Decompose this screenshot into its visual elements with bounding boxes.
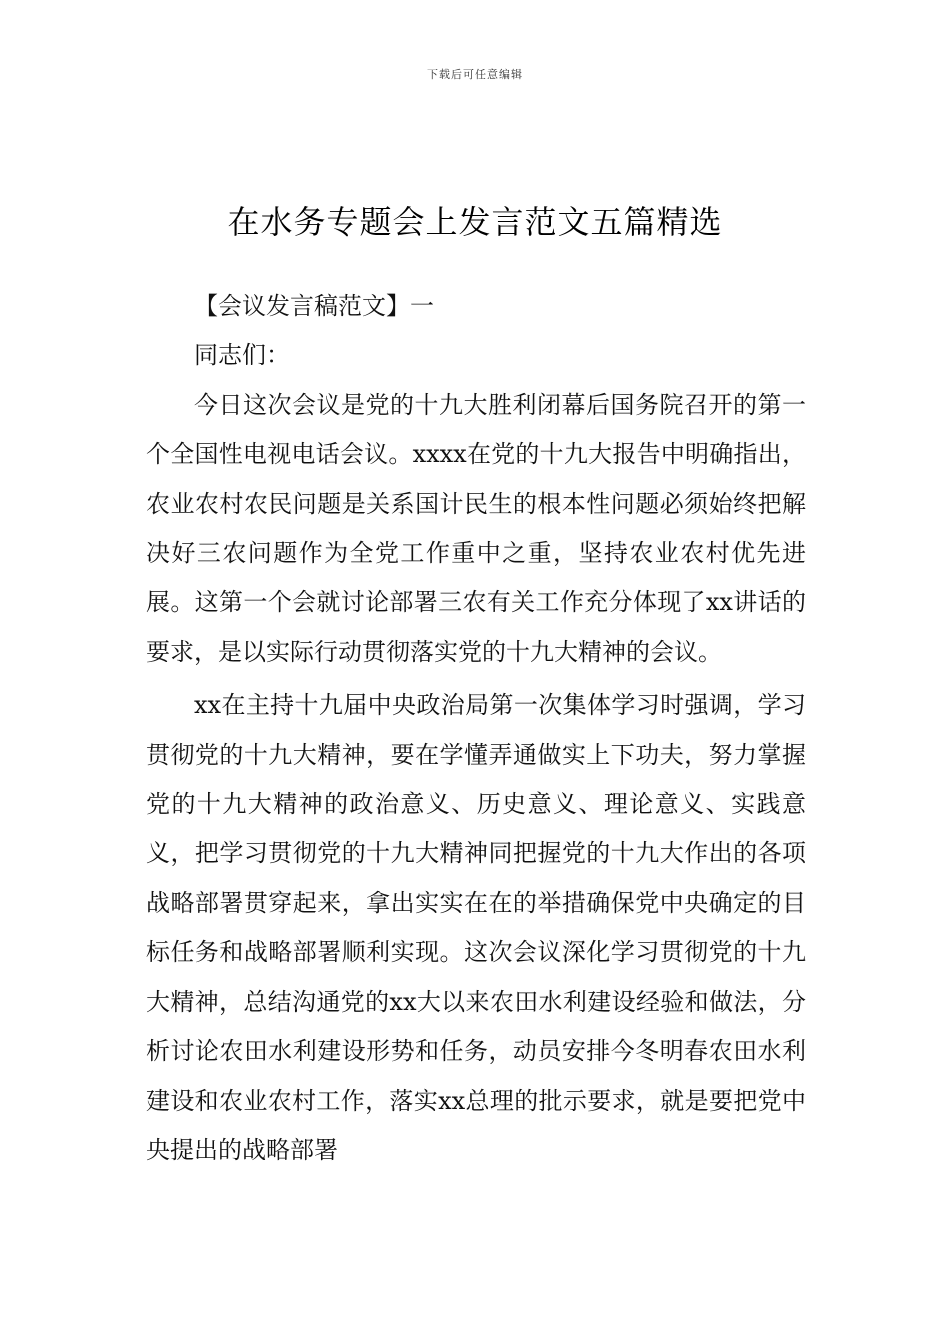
section-heading: 【会议发言稿范文】一	[194, 292, 434, 320]
paragraph-1: 今日这次会议是党的十九大胜利闭幕后国务院召开的第一个全国性电视电话会议。xxxx在党的十九大报告中明确指出，农业农村农民问题是关系国计民生的根本性问题必须始终把解决好三农问题作为全党工作重中之重，坚持农业农村优先进展。这第一个会就讨论部署三农有关工作充分体现了xx讲话的要求，是以实际行动贯彻落实党的十九大精神的会议。	[146, 390, 806, 666]
document-body	[146, 282, 806, 1175]
header-note: 下载后可任意编辑	[427, 68, 523, 81]
salutation: 同志们：	[194, 341, 290, 370]
document-title: 在水务专题会上发言范文五篇精选	[227, 203, 723, 242]
paragraph-2: xx在主持十九届中央政治局第一次集体学习时强调，学习贯彻党的十九大精神，要在学懂弄通做实上下功夫，努力掌握党的十九大精神的政治意义、历史意义、理论意义、实践意义，把学习贯彻党的十九大精神同把握党的十九大作出的各项战略部署贯穿起来，拿出实实在在的举措确保党中央确定的目标任务和战略部署顺利实现。这次会议深化学习贯彻党的十九大精神，总结沟通党的xx大以来农田水利建设经验和做法，分析讨论农田水利建设形势和任务，动员安排今冬明春农田水利建设和农业农村工作，落实xx总理的批示要求，就是要把党中央提出的战略部署	[146, 691, 806, 1164]
